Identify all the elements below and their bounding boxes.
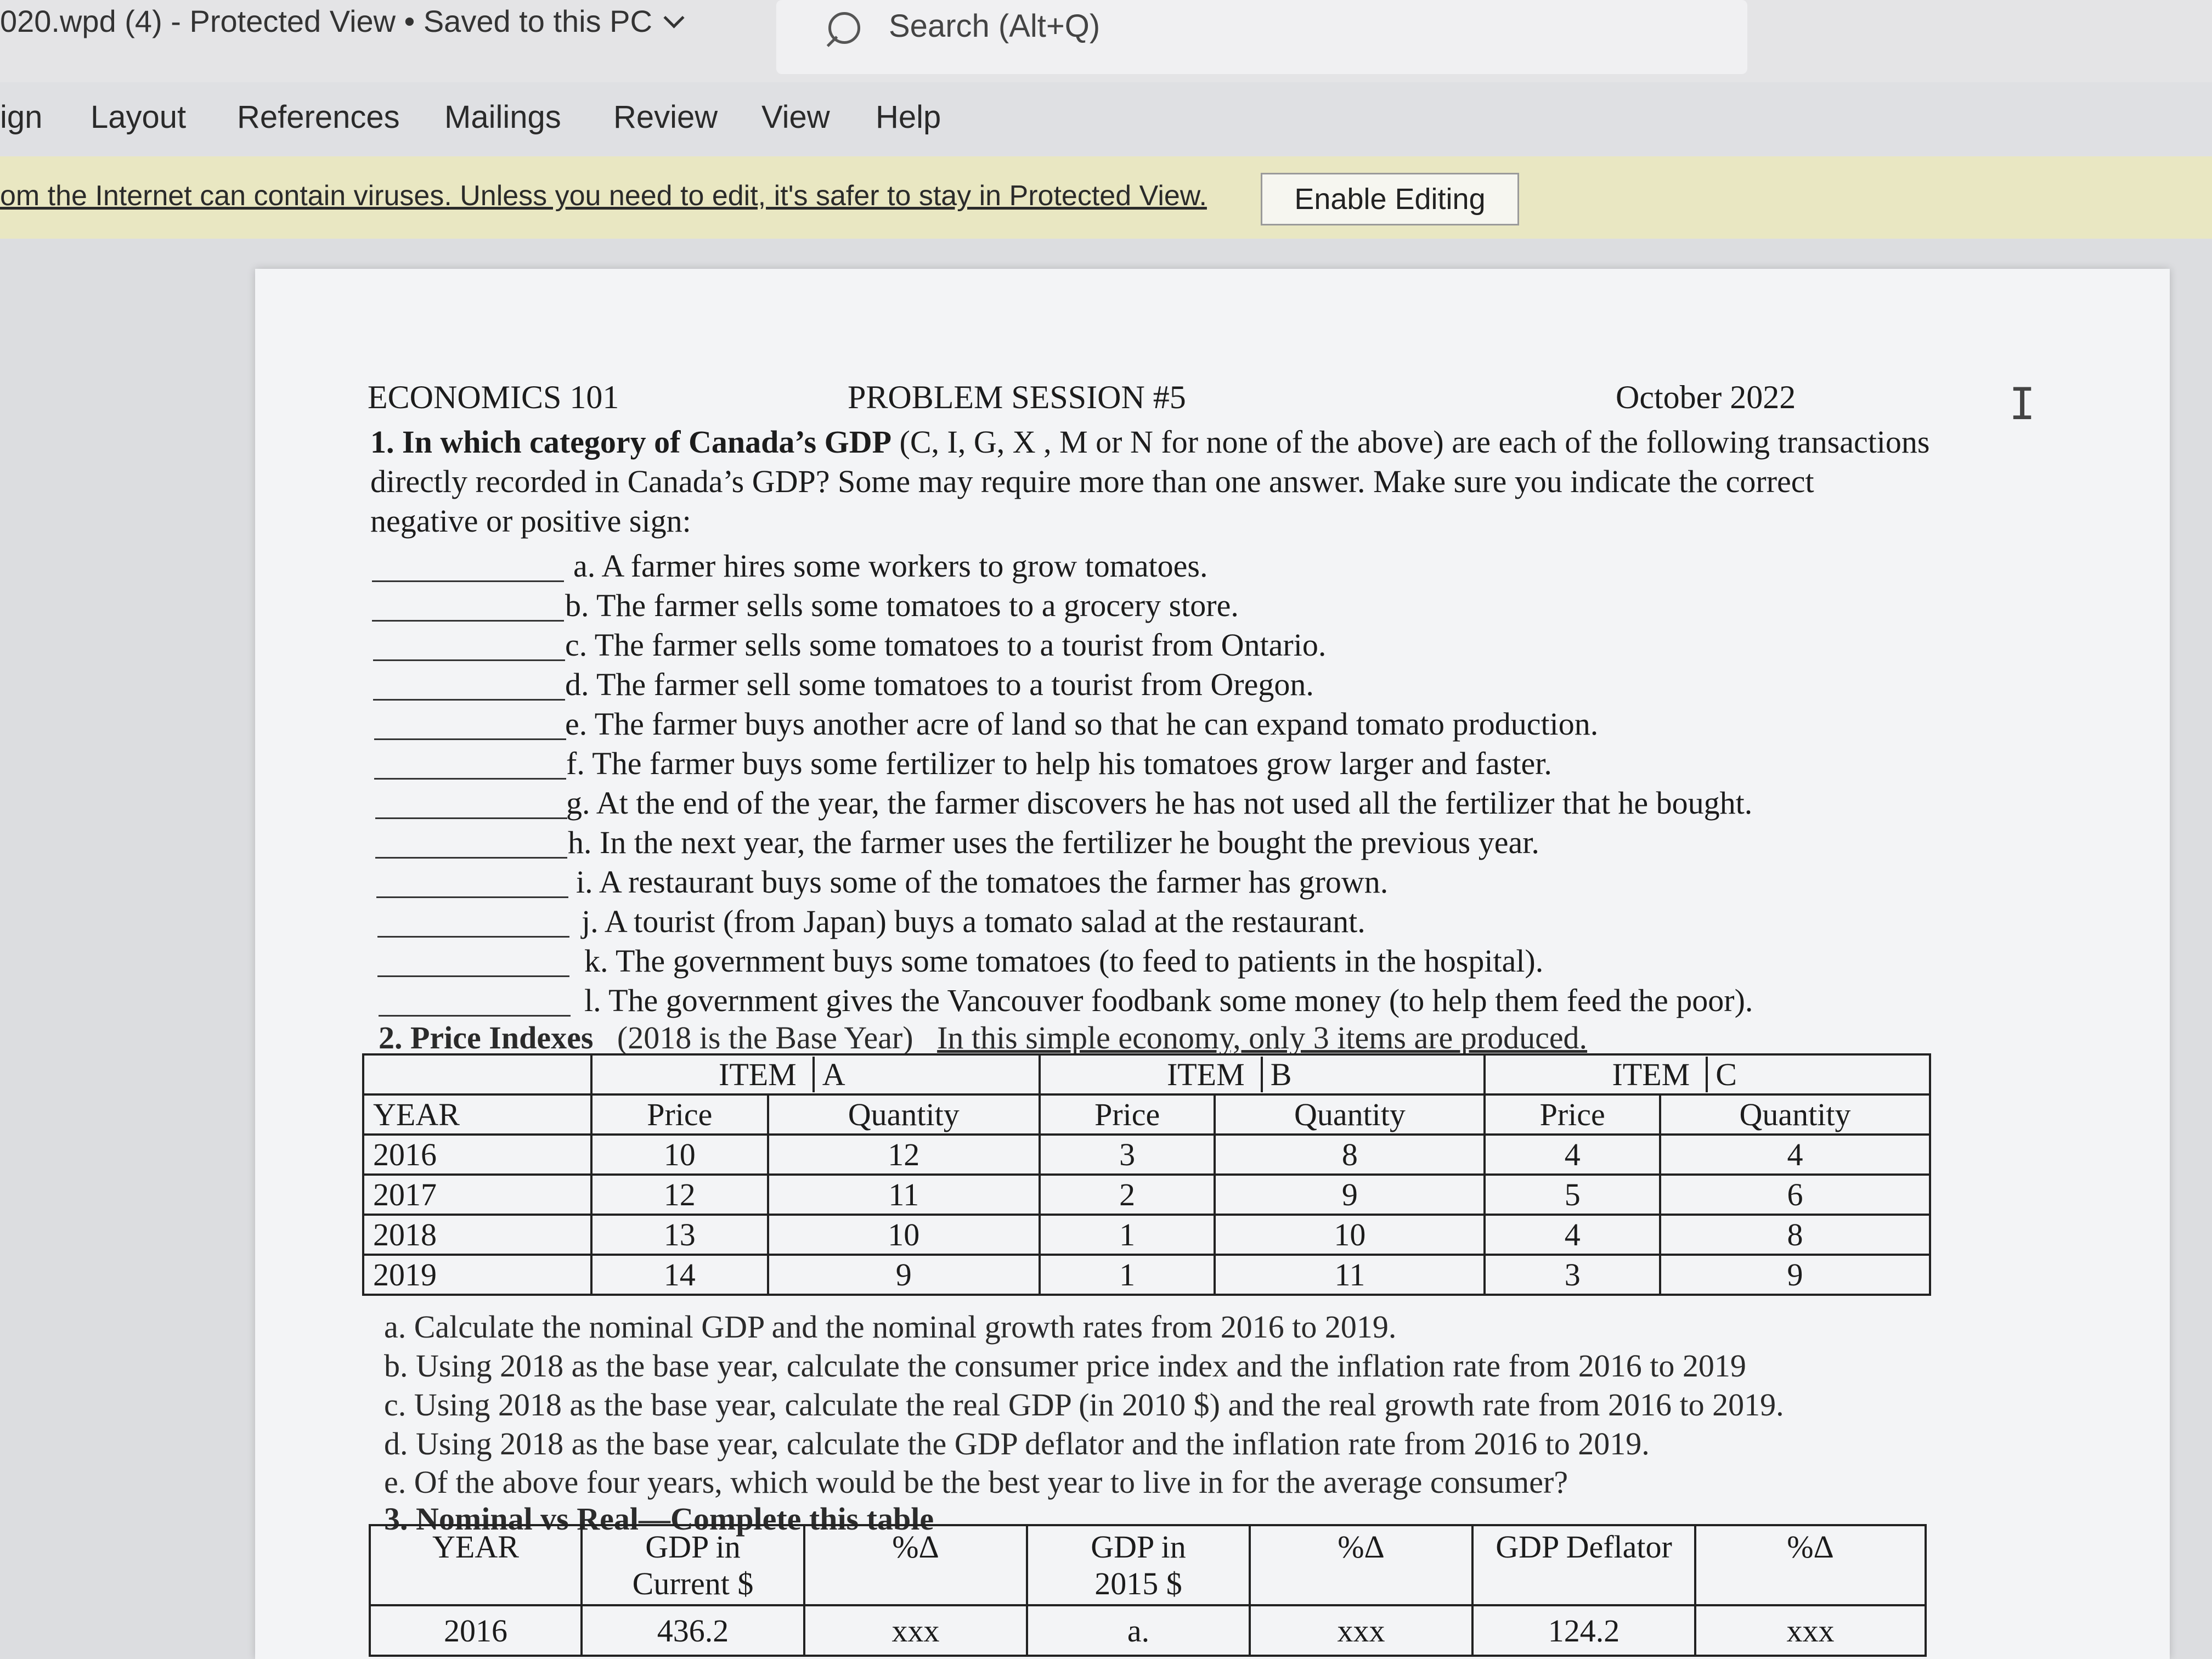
table-cell: 10 (591, 1135, 768, 1175)
table-cell (363, 1054, 591, 1094)
list-item: d. The farmer sell some tomatoes to a tourist from Oregon. (565, 667, 1314, 702)
table-cell: 10 (768, 1215, 1040, 1255)
year-cell: 2017 (363, 1175, 591, 1215)
table-cell: 3 (1040, 1135, 1215, 1175)
search-box[interactable] (776, 0, 1747, 74)
answer-blank (375, 857, 567, 859)
year-cell: 2019 (363, 1255, 591, 1295)
list-item: k. The government buys some tomatoes (to feed to patients in the hospital). (584, 943, 1544, 979)
list-item: i. A restaurant buys some of the tomatoes the farmer has grown. (576, 864, 1389, 900)
question-2-part-d: d. Using 2018 as the base year, calculate the GDP deflator and the inflation rate from 2016 to 2019. (384, 1426, 1650, 1462)
question-3-title: 3. Nominal vs Real—Complete this table (384, 1501, 934, 1537)
percent-change-header: %Δ (1787, 1529, 1834, 1565)
question-2-base-year: (2018 is the Base Year) (617, 1020, 913, 1056)
gdp-2015-header: GDP in (1091, 1529, 1186, 1565)
protected-view-bar (0, 156, 2212, 239)
item-label: ITEM (1612, 1057, 1690, 1092)
list-item: j. A tourist (from Japan) buys a tomato salad at the restaurant. (582, 904, 1365, 939)
table-row (363, 1215, 1930, 1255)
question-2-title: 2. Price Indexes (379, 1020, 594, 1056)
question-1-line-1-rest: (C, I, G, X , M or N for none of the above) are each of the following transactions (891, 424, 1930, 460)
chevron-down-icon[interactable] (663, 7, 684, 28)
percent-change-header: %Δ (1338, 1529, 1385, 1565)
price-header: Price (1485, 1094, 1660, 1135)
year-header: YEAR (363, 1094, 591, 1135)
item-label: ITEM (1166, 1057, 1245, 1092)
table-cell: 8 (1660, 1215, 1930, 1255)
gdp-current-header: GDP in (645, 1529, 741, 1565)
table-cell: 3 (1485, 1255, 1660, 1295)
table-header-cell (370, 1525, 582, 1605)
tab-layout[interactable]: Layout (91, 99, 187, 135)
document-date: October 2022 (1616, 379, 1796, 415)
answer-blank (372, 580, 564, 582)
answer-blank (374, 778, 566, 780)
table-cell: 1 (1040, 1215, 1215, 1255)
table-cell: 14 (591, 1255, 768, 1295)
item-letter: C (1706, 1057, 1737, 1092)
list-item: e. The farmer buys another acre of land so that he can expand tomato production. (565, 706, 1599, 742)
quantity-header: Quantity (768, 1094, 1040, 1135)
document-title[interactable] (0, 3, 681, 39)
list-item: a. A farmer hires some workers to grow tomatoes. (573, 548, 1208, 584)
answer-blank (375, 817, 567, 819)
question-2-part-e: e. Of the above four years, which would be the best year to live in for the average consumer? (384, 1464, 1568, 1500)
table-cell: 1 (1040, 1255, 1215, 1295)
question-2-description: In this simple economy, only 3 items are produced. (937, 1020, 1588, 1056)
table-cell: 9 (1660, 1255, 1930, 1295)
course-title: ECONOMICS 101 (368, 379, 619, 415)
tab-review[interactable]: Review (613, 99, 718, 135)
nominal-real-table (369, 1524, 1927, 1657)
table-cell: 4 (1485, 1215, 1660, 1255)
enable-editing-button[interactable]: Enable Editing (1261, 173, 1519, 225)
ribbon-tabs (0, 82, 2212, 156)
quantity-header: Quantity (1660, 1094, 1930, 1135)
question-1-title: 1. In which category of Canada’s GDP (370, 424, 892, 460)
table-cell: 11 (1215, 1255, 1485, 1295)
table-cell: 10 (1215, 1215, 1485, 1255)
gdp-deflator-header: GDP Deflator (1496, 1529, 1672, 1565)
question-2-heading (379, 1019, 1587, 1056)
table-row (363, 1135, 1930, 1175)
tab-view[interactable]: View (761, 99, 830, 135)
table-cell: xxx (1250, 1605, 1472, 1656)
table-cell: 9 (1215, 1175, 1485, 1215)
table-cell: 12 (768, 1135, 1040, 1175)
list-item: f. The farmer buys some fertilizer to help his tomatoes grow larger and faster. (566, 746, 1552, 781)
price-header: Price (1040, 1094, 1215, 1135)
list-item: h. In the next year, the farmer uses the fertilizer he bought the previous year. (568, 825, 1539, 860)
question-1-line-2: directly recorded in Canada’s GDP? Some may require more than one answer. Make sure you indicate the correct (370, 464, 1814, 499)
question-2-part-a: a. Calculate the nominal GDP and the nominal growth rates from 2016 to 2019. (384, 1309, 1397, 1345)
question-1-line-1 (370, 424, 1930, 460)
table-row (363, 1255, 1930, 1295)
table-cell: 11 (768, 1175, 1040, 1215)
year-cell: 2018 (363, 1215, 591, 1255)
table-header-cell (1472, 1525, 1695, 1605)
price-index-table (362, 1053, 1931, 1296)
year-cell: 2016 (363, 1135, 591, 1175)
table-cell: 12 (591, 1175, 768, 1215)
list-item: c. The farmer sells some tomatoes to a tourist from Ontario. (565, 627, 1327, 663)
answer-blank (374, 738, 566, 740)
header-line-2: 2015 $ (1094, 1566, 1182, 1601)
table-cell: 4 (1660, 1135, 1930, 1175)
year-header: YEAR (432, 1529, 519, 1565)
answer-blank (373, 699, 565, 701)
text-cursor-icon: I (2009, 379, 2036, 430)
item-c-label (1485, 1054, 1930, 1094)
table-row (363, 1054, 1930, 1094)
item-b-label (1040, 1054, 1485, 1094)
table-cell: 4 (1485, 1135, 1660, 1175)
title-bar (0, 0, 2212, 82)
table-cell: xxx (1695, 1605, 1926, 1656)
table-cell: 13 (591, 1215, 768, 1255)
table-cell: xxx (804, 1605, 1027, 1656)
table-cell: 8 (1215, 1135, 1485, 1175)
table-cell: 9 (768, 1255, 1040, 1295)
price-header: Price (591, 1094, 768, 1135)
protected-view-message[interactable]: om the Internet can contain viruses. Unless you need to edit, it's safer to stay in Protected View. (0, 180, 1207, 212)
table-header-cell (804, 1525, 1027, 1605)
tab-references[interactable]: References (237, 99, 400, 135)
table-header-cell (582, 1525, 804, 1605)
table-row (370, 1605, 1926, 1656)
table-cell: 6 (1660, 1175, 1930, 1215)
answer-blank (376, 896, 568, 898)
question-1-line-3: negative or positive sign: (370, 503, 691, 539)
list-item: b. The farmer sells some tomatoes to a grocery store. (565, 588, 1239, 623)
table-cell: 124.2 (1472, 1605, 1695, 1656)
table-cell: 2 (1040, 1175, 1215, 1215)
tab-help[interactable]: Help (876, 99, 941, 135)
table-row (363, 1175, 1930, 1215)
quantity-header: Quantity (1215, 1094, 1485, 1135)
list-item: g. At the end of the year, the farmer discovers he has not used all the fertilizer that he bought. (566, 785, 1753, 821)
search-icon (828, 12, 860, 44)
item-letter: A (812, 1057, 845, 1092)
question-2-part-b: b. Using 2018 as the base year, calculate the consumer price index and the inflation rate from 2016 to 2019 (384, 1348, 1746, 1384)
percent-change-header: %Δ (892, 1529, 939, 1565)
table-header-row (363, 1094, 1930, 1135)
table-cell: 436.2 (582, 1605, 804, 1656)
table-header-cell (1695, 1525, 1926, 1605)
answer-blank (372, 620, 564, 622)
item-label: ITEM (719, 1057, 797, 1092)
table-header-cell (1027, 1525, 1250, 1605)
tab-design[interactable]: ign (0, 99, 43, 135)
item-a-label (591, 1054, 1040, 1094)
item-letter: B (1261, 1057, 1292, 1092)
question-2-part-c: c. Using 2018 as the base year, calculate the real GDP (in 2010 $) and the real growth rate from 2016 to 2019. (384, 1387, 1784, 1423)
table-cell: a. (1027, 1605, 1250, 1656)
answer-blank (377, 975, 569, 977)
header-line-2: Current $ (632, 1566, 754, 1601)
list-item: l. The government gives the Vancouver foodbank some money (to help them feed the poor). (584, 983, 1753, 1018)
answer-blank (377, 936, 569, 938)
answer-blank (373, 659, 565, 661)
year-cell: 2016 (370, 1605, 582, 1656)
answer-blank (379, 1015, 571, 1017)
document-title-text: 020.wpd (4) - Protected View • Saved to this PC (0, 4, 652, 38)
tab-mailings[interactable]: Mailings (444, 99, 561, 135)
table-header-row (370, 1525, 1926, 1605)
search-input[interactable]: Search (Alt+Q) (889, 8, 1101, 44)
session-title: PROBLEM SESSION #5 (848, 379, 1186, 415)
table-header-cell (1250, 1525, 1472, 1605)
table-cell: 5 (1485, 1175, 1660, 1215)
